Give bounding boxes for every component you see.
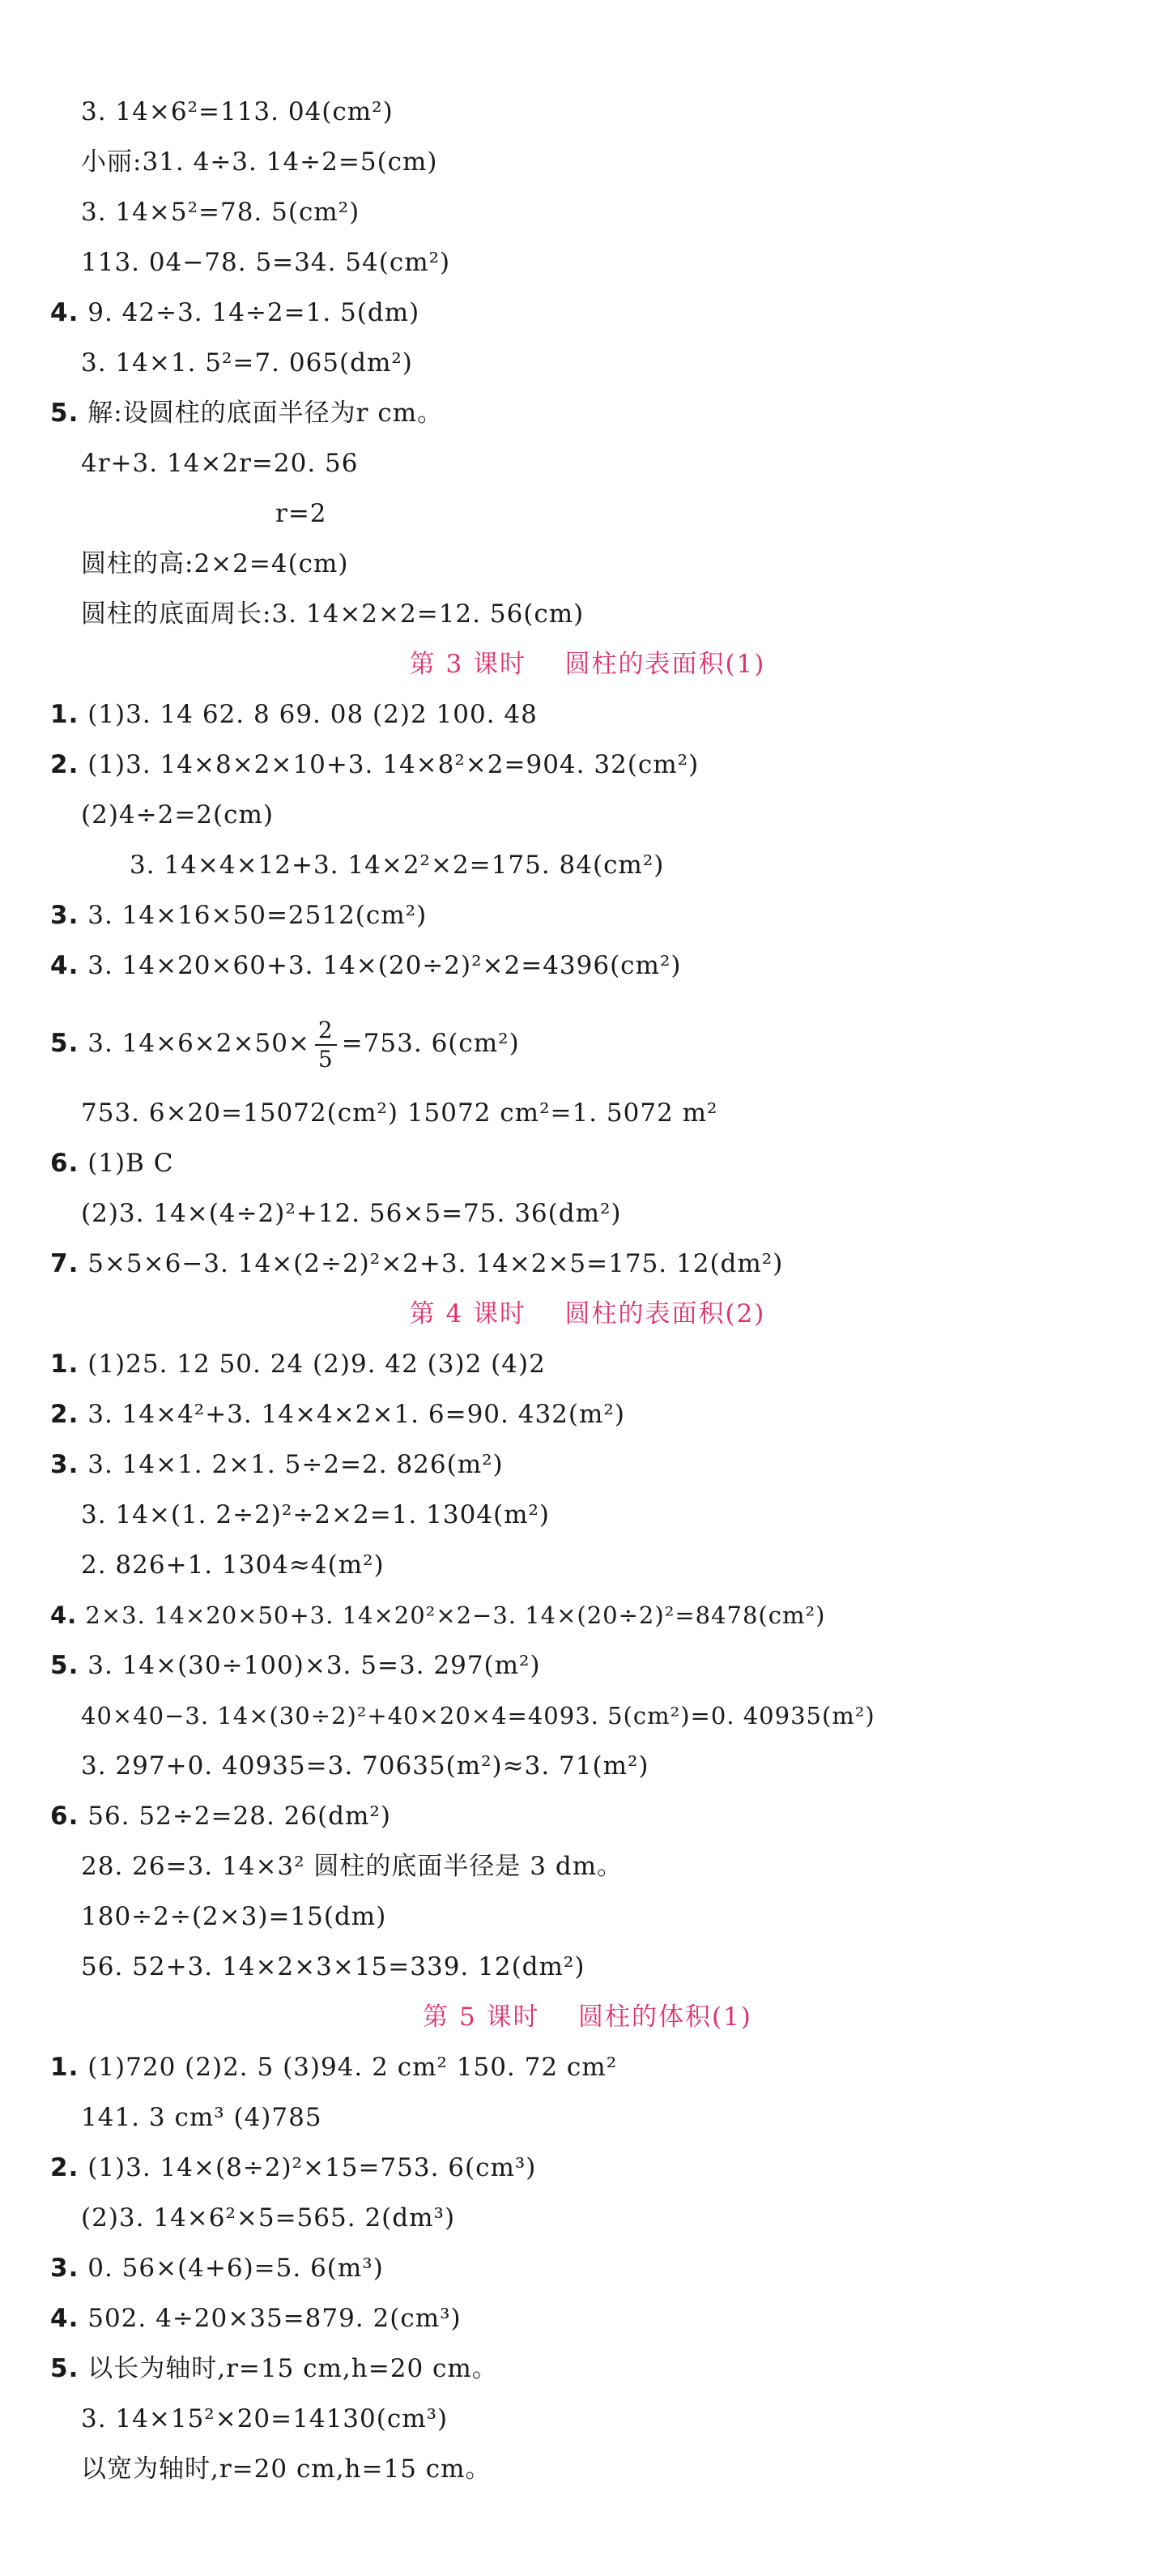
answer-line: 4. 3. 14×20×60+3. 14×(20÷2)²×2=4396(cm²): [50, 951, 682, 980]
answer-line: 2. 826+1. 1304≈4(m²): [81, 1550, 385, 1580]
answer-line: 1. (1)25. 12 50. 24 (2)9. 42 (3)2 (4)2: [50, 1350, 546, 1379]
answer-line: 3. 14×(1. 2÷2)²÷2×2=1. 1304(m²): [81, 1500, 551, 1529]
answer-line: (2)4÷2=2(cm): [81, 800, 274, 830]
answer-line: 2. (1)3. 14×(8÷2)²×15=753. 6(cm³): [50, 2153, 537, 2182]
answer-line: 5. 3. 14×(30÷100)×3. 5=3. 297(m²): [50, 1651, 541, 1680]
answer-line: 6. (1)B C: [50, 1149, 174, 1178]
answer-line: 1. (1)3. 14 62. 8 69. 08 (2)2 100. 48: [50, 700, 538, 729]
answer-line: 28. 26=3. 14×3² 圆柱的底面半径是 3 dm。: [81, 1852, 624, 1881]
answer-line: 3. 14×6²=113. 04(cm²): [81, 97, 394, 126]
answer-line: 40×40−3. 14×(30÷2)²+40×20×4=4093. 5(cm²)=0. 40935(m²): [81, 1702, 875, 1729]
answer-line: 3. 14×15²×20=14130(cm³): [81, 2404, 449, 2433]
fraction: $\frac{2}{5}$: [315, 1019, 337, 1071]
answer-line: 4. 2×3. 14×20×50+3. 14×20²×2−3. 14×(20÷2)²=8478(cm²): [50, 1601, 826, 1629]
answer-line: 113. 04−78. 5=34. 54(cm²): [81, 248, 451, 277]
answer-line: 圆柱的高:2×2=4(cm): [81, 549, 349, 578]
answer-line: 4. 502. 4÷20×35=879. 2(cm³): [50, 2304, 462, 2333]
answer-line: (2)3. 14×6²×5=565. 2(dm³): [81, 2203, 456, 2233]
answer-line: 5. 3. 14×6×2×50× $\frac{2}{5}$ =753. 6(cm²): [50, 1016, 520, 1073]
answer-line: 4. 9. 42÷3. 14÷2=1. 5(dm): [50, 298, 420, 327]
answer-line: 2. (1)3. 14×8×2×10+3. 14×8²×2=904. 32(cm²): [50, 750, 700, 779]
section-heading: 第 3 课时 圆柱的表面积(1): [409, 650, 766, 679]
answer-line: 圆柱的底面周长:3. 14×2×2=12. 56(cm): [81, 599, 585, 629]
answer-line: 5. 以长为轴时,r=15 cm,h=20 cm。: [50, 2354, 498, 2383]
answer-line: 2. 3. 14×4²+3. 14×4×2×1. 6=90. 432(m²): [50, 1400, 625, 1429]
section-heading: 第 4 课时 圆柱的表面积(2): [409, 1299, 766, 1329]
answer-line: 3. 0. 56×(4+6)=5. 6(m³): [50, 2254, 384, 2283]
answer-line: 141. 3 cm³ (4)785: [81, 2103, 322, 2132]
answer-line: 3. 14×1. 5²=7. 065(dm²): [81, 348, 413, 377]
answer-line: 180÷2÷(2×3)=15(dm): [81, 1902, 387, 1931]
answer-line: 3. 297+0. 40935=3. 70635(m²)≈3. 71(m²): [81, 1751, 649, 1781]
answer-line: 7. 5×5×6−3. 14×(2÷2)²×2+3. 14×2×5=175. 12(dm²): [50, 1249, 784, 1278]
answer-line: 小丽:31. 4÷3. 14÷2=5(cm): [81, 147, 438, 177]
answer-line: 3. 14×4×12+3. 14×2²×2=175. 84(cm²): [130, 851, 665, 880]
answer-line: 5. 解:设圆柱的底面半径为r cm。: [50, 399, 444, 428]
answer-line: 以宽为轴时,r=20 cm,h=15 cm。: [81, 2454, 492, 2484]
answer-line: 3. 3. 14×1. 2×1. 5÷2=2. 826(m²): [50, 1450, 504, 1479]
answer-line: 753. 6×20=15072(cm²) 15072 cm²=1. 5072 m²: [81, 1098, 718, 1128]
answer-line: 1. (1)720 (2)2. 5 (3)94. 2 cm² 150. 72 cm²: [50, 2053, 618, 2082]
answer-line: r=2: [275, 499, 327, 528]
section-heading: 第 5 课时 圆柱的体积(1): [423, 2002, 752, 2032]
answer-line: 6. 56. 52÷2=28. 26(dm²): [50, 1802, 391, 1831]
answer-line: 3. 3. 14×16×50=2512(cm²): [50, 901, 428, 930]
answer-line: 56. 52+3. 14×2×3×15=339. 12(dm²): [81, 1952, 585, 1981]
answer-line: 3. 14×5²=78. 5(cm²): [81, 198, 360, 227]
answer-line: (2)3. 14×(4÷2)²+12. 56×5=75. 36(dm²): [81, 1199, 622, 1228]
answer-line: 4r+3. 14×2r=20. 56: [81, 449, 359, 478]
